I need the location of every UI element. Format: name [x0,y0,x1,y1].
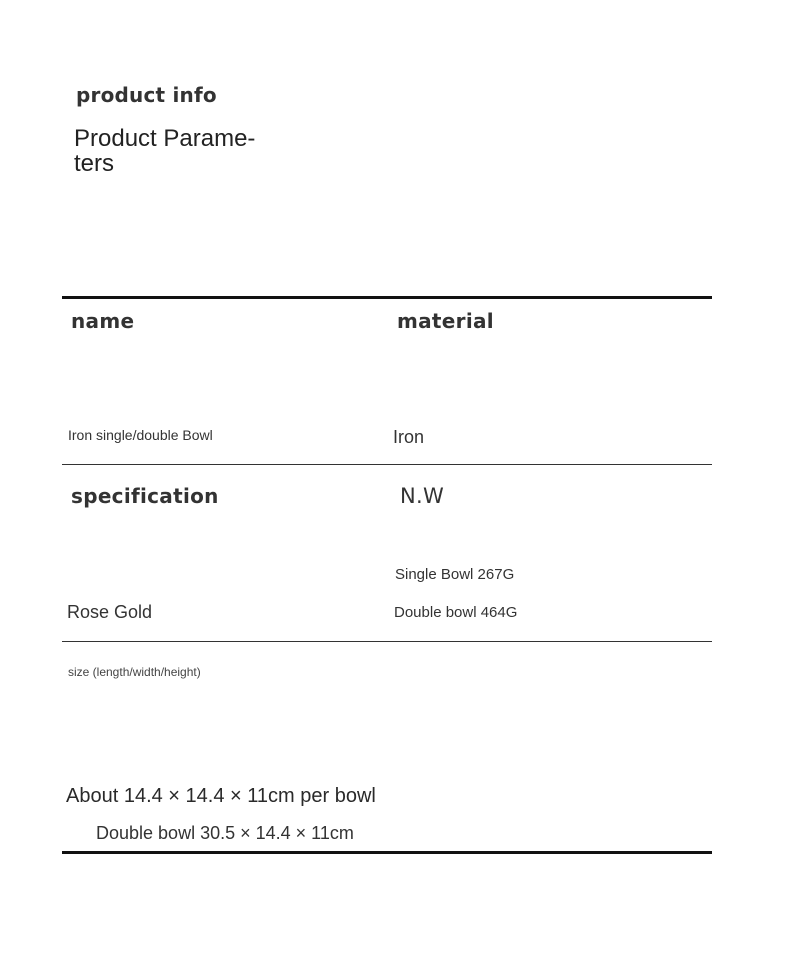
specification-value: Rose Gold [67,602,153,622]
nw-header: N.W [400,484,445,508]
name-header: name [71,309,135,333]
nw-double-value: Double bowl 464G [394,604,518,621]
name-value: Iron single/double Bowl [68,427,213,443]
section-label: product info [76,83,217,107]
material-value: Iron [393,427,425,447]
table-bottom-rule [62,851,712,854]
row-divider-2 [62,641,712,642]
size-header: size (length/width/height) [68,665,201,679]
size-double-bowl-value: Double bowl 30.5 × 14.4 × 11cm [96,823,354,843]
table-top-rule [62,296,712,299]
material-header: material [397,309,494,333]
specification-header: specification [71,484,219,508]
page-title: Product Parame-ters [74,125,256,177]
row-divider-1 [62,464,712,465]
size-per-bowl-value: About 14.4 × 14.4 × 11cm per bowl [66,785,376,807]
nw-single-value: Single Bowl 267G [395,566,515,583]
